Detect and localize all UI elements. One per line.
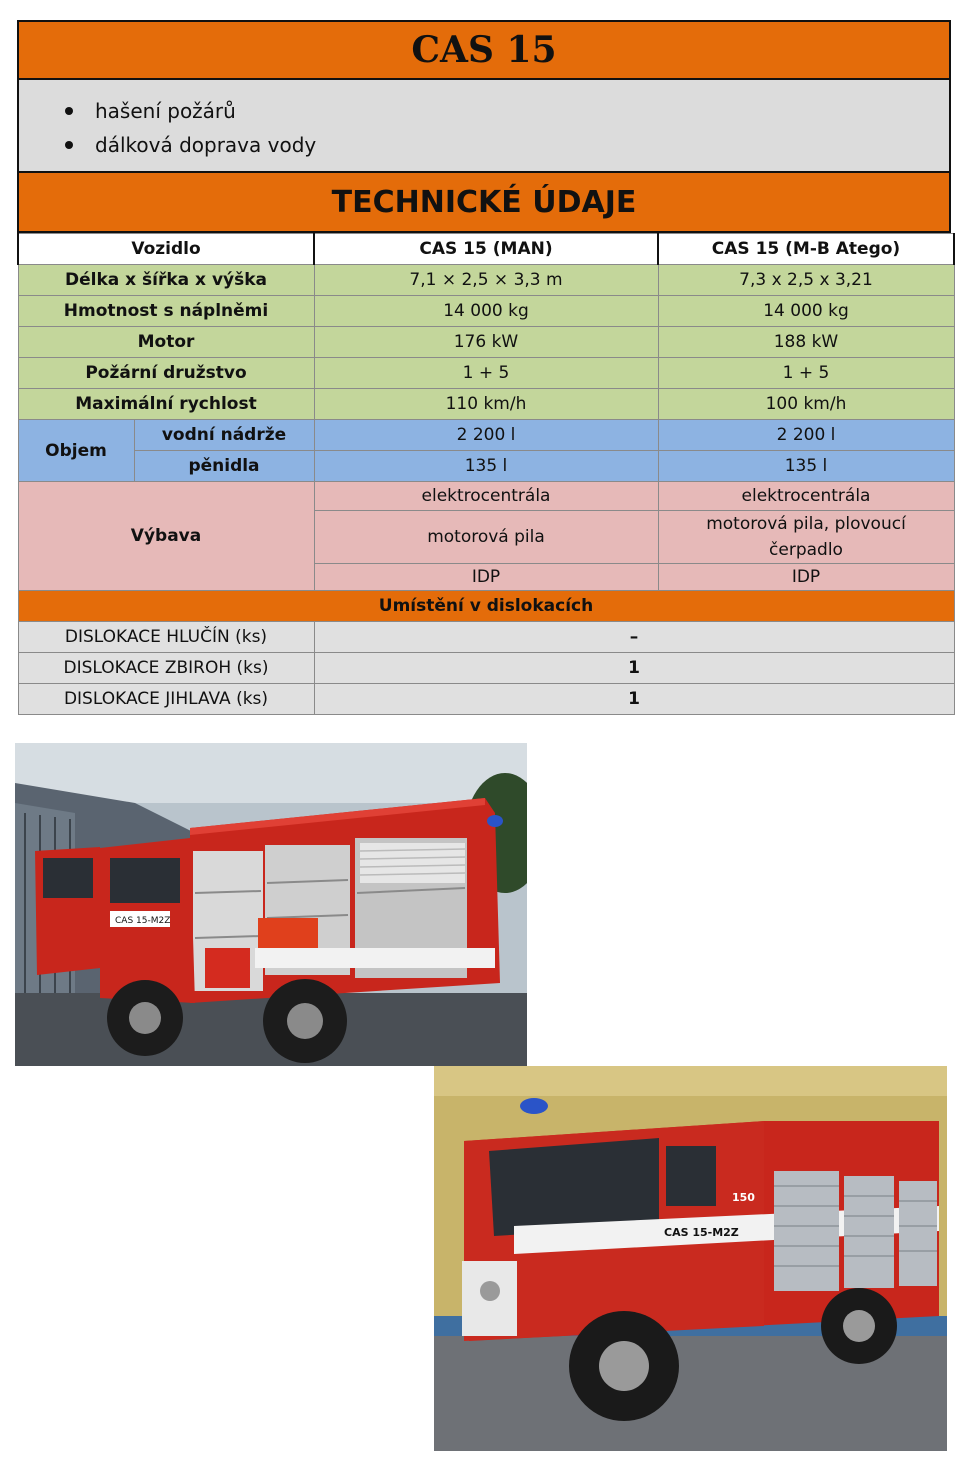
row-value-atego: 14 000 kg — [658, 296, 954, 327]
photo-cas15-atego — [434, 1066, 947, 1451]
row-value-atego: 1 + 5 — [658, 358, 954, 389]
row-label: Délka x šířka x výška — [18, 265, 314, 296]
purpose-list-box — [17, 80, 951, 173]
location-label: DISLOKACE HLUČÍN (ks) — [18, 622, 314, 653]
header-label: Vozidlo — [18, 234, 314, 265]
location-row — [18, 622, 954, 653]
purpose-item: hašení požárů — [95, 94, 949, 128]
row-value-man: IDP — [314, 564, 658, 591]
row-value-man: elektrocentrála — [314, 482, 658, 511]
atego-plate-text: CAS 15-M2Z — [664, 1226, 739, 1239]
location-value: 1 — [314, 684, 954, 715]
section-title: TECHNICKÉ ÚDAJE — [331, 184, 637, 220]
purpose-item: dálková doprava vody — [95, 128, 949, 162]
table-row — [18, 327, 954, 358]
row-value-atego: 100 km/h — [658, 389, 954, 420]
section-banner — [17, 173, 951, 233]
spec-table — [17, 233, 955, 715]
truck-atego-illustration — [434, 1066, 947, 1451]
row-value-atego: motorová pila, plovoucí čerpadlo — [658, 511, 954, 564]
header-col-man: CAS 15 (MAN) — [314, 234, 658, 265]
row-value-man: 135 l — [314, 451, 658, 482]
location-value: – — [314, 622, 954, 653]
purpose-list — [19, 80, 949, 162]
locations-title: Umístění v dislokacích — [18, 591, 954, 622]
table-row — [18, 420, 954, 451]
location-row — [18, 653, 954, 684]
row-value-atego: 7,3 x 2,5 x 3,21 — [658, 265, 954, 296]
objem-sublabel: pěnidla — [134, 451, 314, 482]
row-value-atego: 135 l — [658, 451, 954, 482]
row-value-man: 1 + 5 — [314, 358, 658, 389]
table-row — [18, 451, 954, 482]
table-row — [18, 482, 954, 511]
row-label: Požární družstvo — [18, 358, 314, 389]
row-value-atego: elektrocentrála — [658, 482, 954, 511]
row-value-man: 14 000 kg — [314, 296, 658, 327]
title-banner — [17, 20, 951, 80]
row-value-atego: 188 kW — [658, 327, 954, 358]
table-row — [18, 389, 954, 420]
row-label: Maximální rychlost — [18, 389, 314, 420]
atego-number-text: 150 — [732, 1191, 755, 1204]
location-value: 1 — [314, 653, 954, 684]
row-value-man: 176 kW — [314, 327, 658, 358]
row-value-man: motorová pila — [314, 511, 658, 564]
row-value-man: 110 km/h — [314, 389, 658, 420]
location-label: DISLOKACE ZBIROH (ks) — [18, 653, 314, 684]
table-row — [18, 265, 954, 296]
row-value-atego: IDP — [658, 564, 954, 591]
location-label: DISLOKACE JIHLAVA (ks) — [18, 684, 314, 715]
row-value-man: 2 200 l — [314, 420, 658, 451]
objem-sublabel: vodní nádrže — [134, 420, 314, 451]
row-value-man: 7,1 × 2,5 × 3,3 m — [314, 265, 658, 296]
location-row — [18, 684, 954, 715]
objem-label: Objem — [18, 420, 134, 482]
table-row — [18, 358, 954, 389]
table-row — [18, 296, 954, 327]
table-header-row — [18, 234, 954, 265]
row-label: Hmotnost s náplněmi — [18, 296, 314, 327]
photo-cas15-man — [15, 743, 527, 1066]
header-col-atego: CAS 15 (M-B Atego) — [658, 234, 954, 265]
man-plate-text: CAS 15-M2Z — [115, 916, 171, 926]
vybava-label: Výbava — [18, 482, 314, 591]
truck-man-illustration — [15, 743, 527, 1066]
locations-header-row — [18, 591, 954, 622]
row-label: Motor — [18, 327, 314, 358]
row-value-atego: 2 200 l — [658, 420, 954, 451]
page-title: CAS 15 — [411, 29, 557, 71]
